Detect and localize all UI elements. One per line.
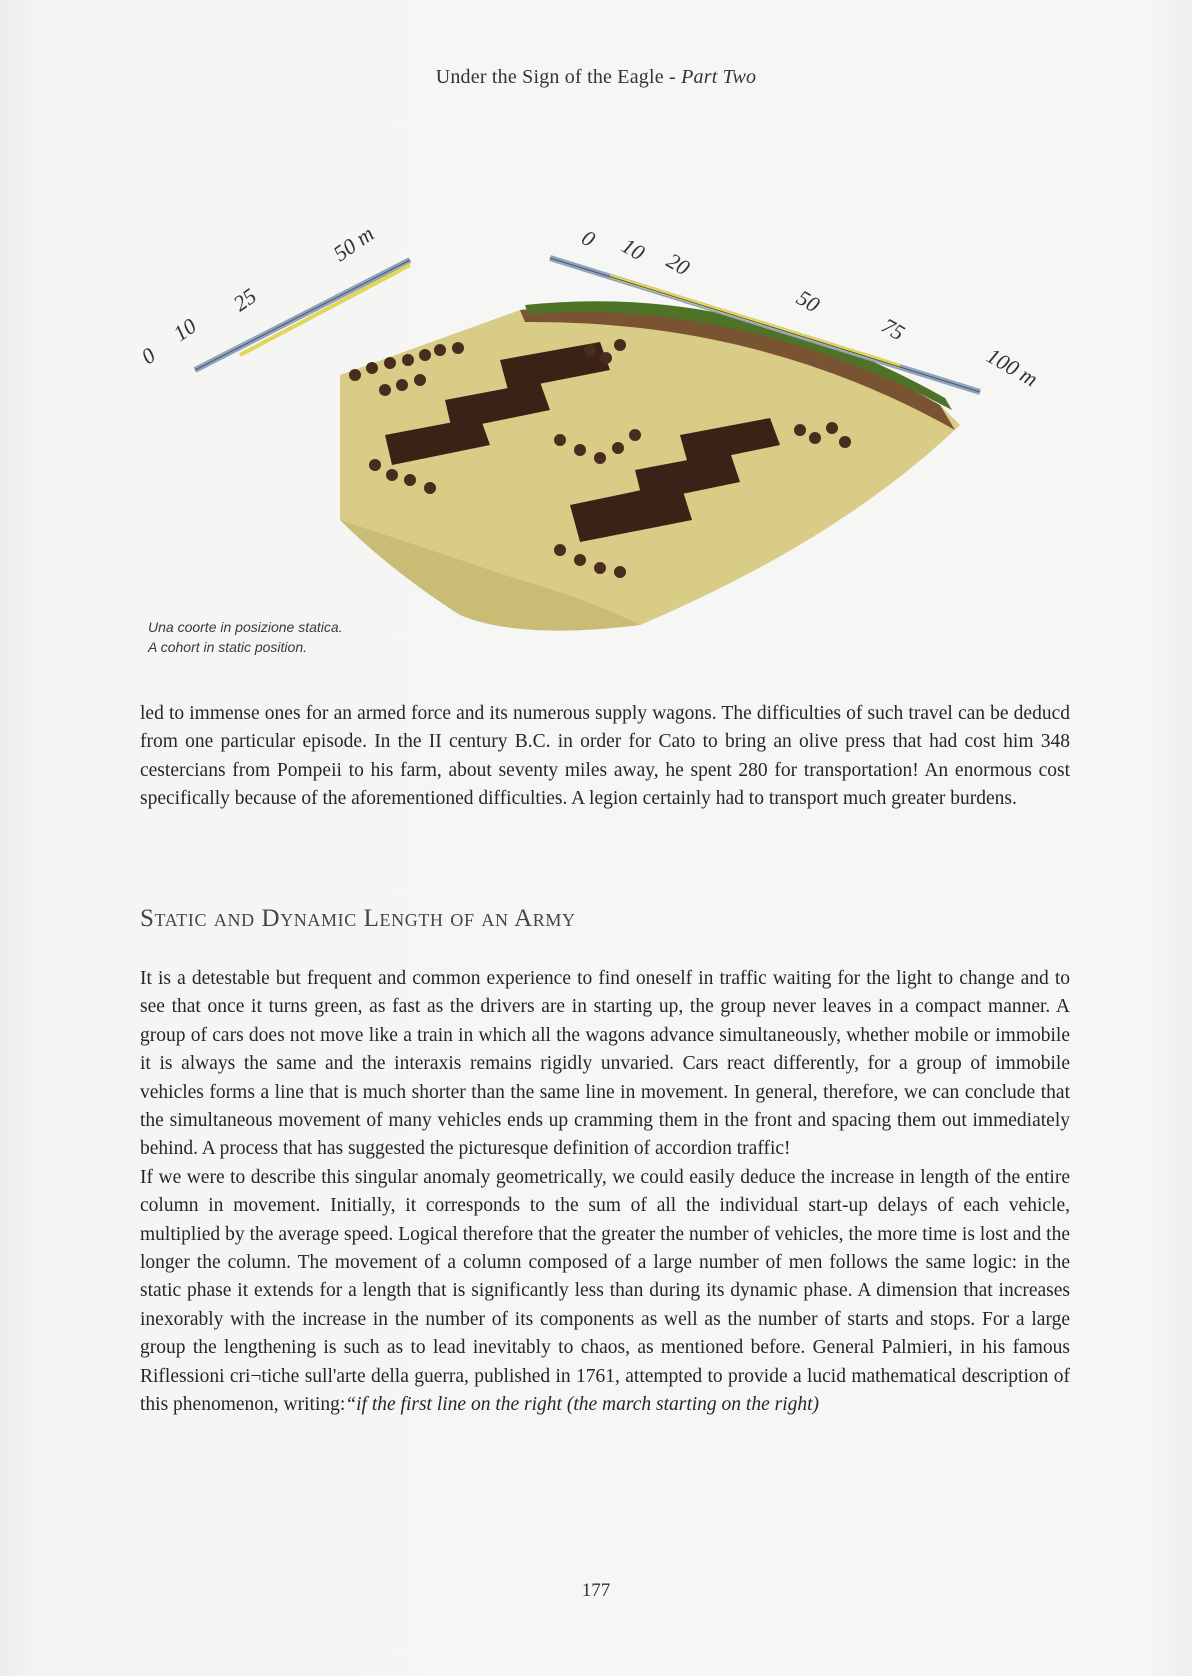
caption-english: A cohort in static position. <box>148 639 308 655</box>
cohort-illustration <box>136 220 1140 680</box>
scale-left-label: 0 <box>136 342 160 370</box>
section-body <box>140 965 1070 1420</box>
running-head <box>0 66 1192 89</box>
scale-right-label: 100 m <box>982 342 1043 392</box>
scale-right-label: 0 <box>577 224 600 252</box>
scale-left-label: 10 <box>168 312 201 347</box>
paragraph-2-text: It is a detestable but frequent and common experience to find oneself in traffic waiting for the light to change and to see that once it turns green, as fast as the drivers are in starting up, the group never leaves in a compact manner. A group of cars does not move like a train in which all the wagons advance simultaneously, whether mobile or immobile it is always the same and the interaxis remains rigidly unvaried. Cars react differently, for a group of immobile vehicles forms a line that is much shorter than the same line in movement. In general, therefore, we can conclude that the simultaneous movement of many vehicles ends up cramming them in the front and spacing them out immediately behind. A process that has suggested the picturesque definition of accordion traffic! <box>140 968 1070 1160</box>
section-heading: Static and Dynamic Length of an Army <box>140 905 576 932</box>
scale-right-label: 75 <box>877 312 910 346</box>
scale-left-label: 50 m <box>328 220 379 267</box>
page-number: 177 <box>581 1580 611 1601</box>
palmieri-quote: “if the first line on the right (the march starting on the right) <box>345 1394 820 1416</box>
book-title: Under the Sign of the Eagle <box>435 66 664 88</box>
scale-left-label: 25 <box>228 282 261 317</box>
caption-italian: Una coorte in posizione statica. <box>148 619 343 635</box>
cohort-terrain-svg <box>136 220 1140 680</box>
header-separator: - <box>669 66 676 88</box>
paragraph-1: led to immense ones for an armed force and its numerous supply wagons. The difficulties of such travel can be deducd from one particular episode. In the II century B.C. in order for Cato to bring an olive press that had cost him 348 cestercians from Pompeii to his farm, about seventy miles away, he spent 280 for transportation! An enormous cost specifically because of the aforementioned difficulties. A legion certainly had to transport much greater burdens. <box>140 703 1070 810</box>
paragraph-3-text: If we were to describe this singular anomaly geometrically, we could easily deduce the increase in length of the entire column in movement. Initially, it corresponds to the sum of all the individual start-up delays of each vehicle, multiplied by the average speed. Logical therefore that the greater the number of vehicles, the more time is lost and the longer the column. The movement of a column composed of a large number of men follows the same logic: in the static phase it extends for a length that is significantly less than during its dynamic phase. A dimension that increases inexorably with the increase in the number of its components as well as the number of starts and stops. For a large group the lengthening is such as to lead inevitably to chaos, as mentioned before. General Palmieri, in his famous Riflessioni cri¬tiche sull'arte della guerra, published in 1761, attempted to provide a lucid mathematical description of this phenomenon, writing: <box>140 1166 1070 1416</box>
scale-bar-left <box>195 260 410 370</box>
scale-right-label: 20 <box>662 247 695 281</box>
figure-caption <box>148 617 343 657</box>
scale-right-label: 10 <box>617 232 650 266</box>
paragraph-3 <box>140 1164 1070 1420</box>
part-label: Part Two <box>681 66 757 88</box>
paragraph-continuation <box>140 700 1070 814</box>
paragraph-2 <box>140 965 1070 1164</box>
scale-right-label: 50 <box>792 284 825 318</box>
